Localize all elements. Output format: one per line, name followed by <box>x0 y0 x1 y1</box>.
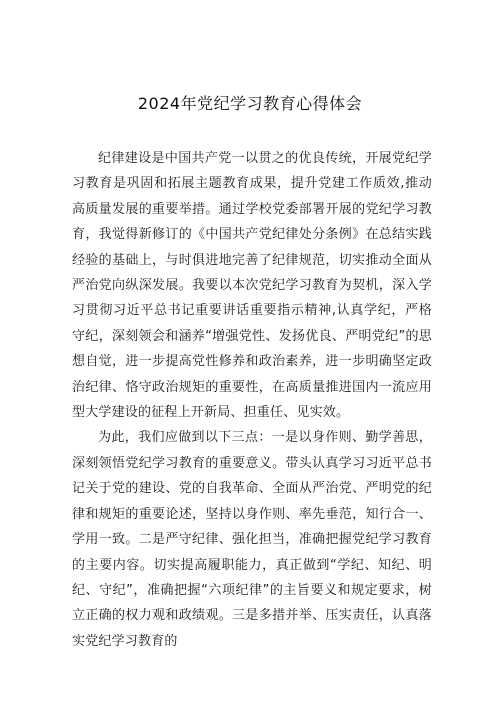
document-body <box>72 146 432 654</box>
paragraph-1: 纪律建设是中国共产党一以贯之的优良传统，开展党纪学习教育是巩固和拓展主题教育成果，提升党建工作质效,推动高质量发展的重要举措。通过学校党委部署开展的党纪学习教育，我觉得新修订的《中国共产党纪律处分条例》在总结实践经验的基础上，与时俱进地完善了纪律规范，切实推动全面从严治党向纵深发展。我要以本次党纪学习教育为契机，深入学习贯彻习近平总书记重要讲话重要指示精神,认真学纪，严格守纪，深刻领会和涵养“增强党性、发扬优良、严明党纪”的思想自觉，进一步提高党性修养和政治素养，进一步明确坚定政治纪律、恪守政治规矩的重要性，在高质量推进国内一流应用型大学建设的征程上开新局、担重任、见实效。 <box>72 151 432 421</box>
document-title: 2024年党纪学习教育心得体会 <box>137 94 363 113</box>
paragraph-2: 为此，我们应做到以下三点：一是以身作则、勤学善思，深刻领悟党纪学习教育的重要意义。带头认真学习习近平总书记关于党的建设、党的自我革命、全面从严治党、严明党的纪律和规矩的重要论述，坚持以身作则、率先垂范，知行合一、学用一致。二是严守纪律、强化担当，准确把握党纪学习教育的主要内容。切实提高履职能力，真正做到“学纪、知纪、明纪、守纪”，准确把握“六项纪律”的主旨要义和规定要求，树立正确的权力观和政绩观。三是多措并举、压实责任，认真落实党纪学习教育的 <box>72 430 432 649</box>
